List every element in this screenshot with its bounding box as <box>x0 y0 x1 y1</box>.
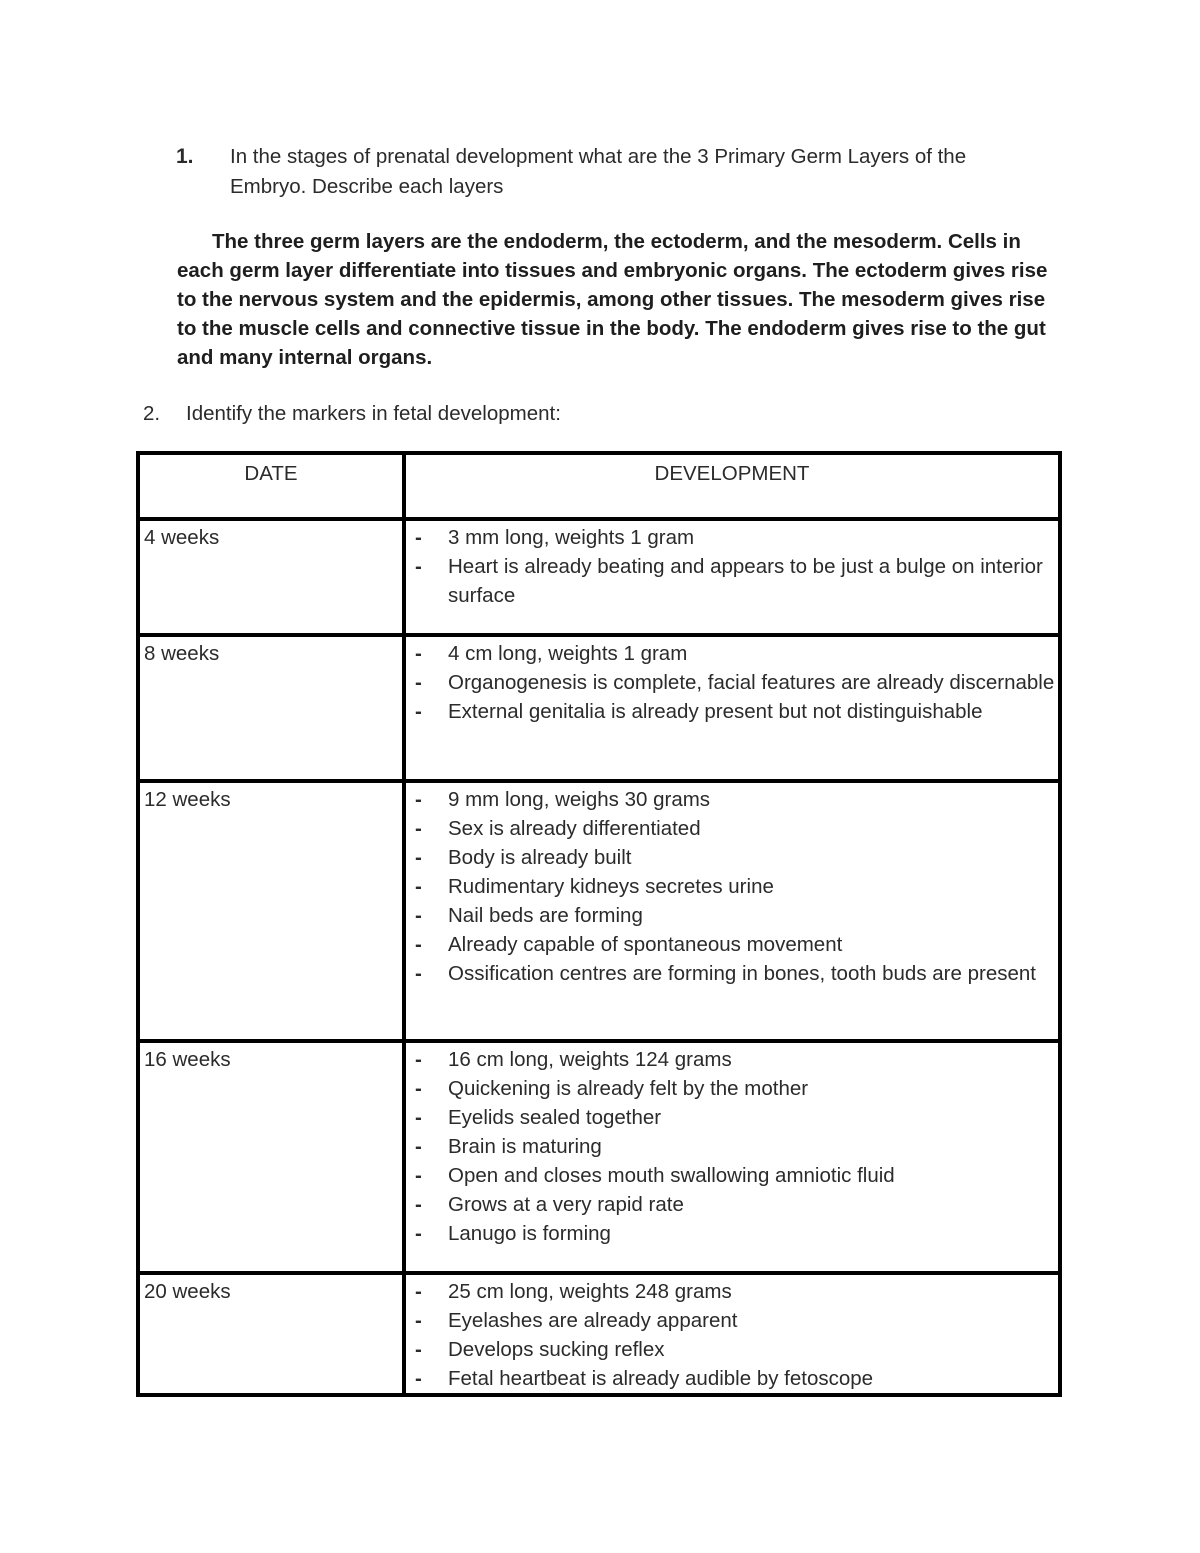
list-item: - Brain is maturing <box>406 1132 1058 1161</box>
development-list <box>406 637 1058 726</box>
question-2-text: Identify the markers in fetal development: <box>186 402 561 425</box>
development-list <box>406 1043 1058 1248</box>
list-item: - Already capable of spontaneous movement <box>406 930 1058 959</box>
development-list <box>406 1275 1058 1393</box>
date-cell: 8 weeks <box>138 635 404 781</box>
question-2 <box>143 399 561 429</box>
list-item: - Grows at a very rapid rate <box>406 1190 1058 1219</box>
list-item: - 4 cm long, weights 1 gram <box>406 639 1058 668</box>
question-1-text <box>230 142 1030 202</box>
list-item: - Sex is already differentiated <box>406 814 1058 843</box>
list-item: - Fetal heartbeat is already audible by fetoscope <box>406 1364 1058 1393</box>
table-row <box>138 635 1060 781</box>
list-item: - Eyelids sealed together <box>406 1103 1058 1132</box>
table-row <box>138 519 1060 635</box>
header-development: DEVELOPMENT <box>404 453 1060 519</box>
list-item: - Nail beds are forming <box>406 901 1058 930</box>
question-1-line-2: Embryo. Describe each layers <box>230 175 504 198</box>
question-1-line-1: In the stages of prenatal development what are the 3 Primary Germ Layers of the <box>230 145 967 168</box>
development-cell <box>404 635 1060 781</box>
development-cell <box>404 1273 1060 1395</box>
list-item: - Heart is already beating and appears to be just a bulge on interior surface <box>406 552 1058 610</box>
development-list <box>406 783 1058 988</box>
list-item: - Open and closes mouth swallowing amniotic fluid <box>406 1161 1058 1190</box>
development-cell <box>404 781 1060 1041</box>
list-item: - Quickening is already felt by the mother <box>406 1074 1058 1103</box>
list-item: - 9 mm long, weighs 30 grams <box>406 785 1058 814</box>
list-item: - 16 cm long, weights 124 grams <box>406 1045 1058 1074</box>
header-date: DATE <box>138 453 404 519</box>
date-cell: 20 weeks <box>138 1273 404 1395</box>
question-1-answer: The three germ layers are the endoderm, the ectoderm, and the mesoderm. Cells in each germ layer differentiate into tissues and embryonic organs. The ectoderm gives rise to the nervous system and the epidermis, among other tissues. The mesoderm gives rise to the muscle cells and connective tissue in the body. The endoderm gives rise to the gut and many internal organs. <box>177 230 1048 369</box>
list-item: - Lanugo is forming <box>406 1219 1058 1248</box>
date-cell: 4 weeks <box>138 519 404 635</box>
list-item: - Rudimentary kidneys secretes urine <box>406 872 1058 901</box>
table-row <box>138 1041 1060 1273</box>
list-item: - Body is already built <box>406 843 1058 872</box>
list-item: - 25 cm long, weights 248 grams <box>406 1277 1058 1306</box>
date-cell: 12 weeks <box>138 781 404 1041</box>
question-1-number: 1. <box>176 145 194 168</box>
list-item: - Ossification centres are forming in bones, tooth buds are present <box>406 959 1058 988</box>
list-item: - External genitalia is already present but not distinguishable <box>406 697 1058 726</box>
list-item: - Develops sucking reflex <box>406 1335 1058 1364</box>
list-item: - 3 mm long, weights 1 gram <box>406 523 1058 552</box>
fetal-development-table <box>136 451 1062 1397</box>
development-cell <box>404 519 1060 635</box>
list-item: - Organogenesis is complete, facial features are already discernable <box>406 668 1058 697</box>
table-row <box>138 1273 1060 1395</box>
table-header-row <box>138 453 1060 519</box>
development-list <box>406 521 1058 610</box>
table-body <box>138 519 1060 1395</box>
list-item: - Eyelashes are already apparent <box>406 1306 1058 1335</box>
question-2-number: 2. <box>143 402 161 425</box>
table-row <box>138 781 1060 1041</box>
date-cell: 16 weeks <box>138 1041 404 1273</box>
development-cell <box>404 1041 1060 1273</box>
